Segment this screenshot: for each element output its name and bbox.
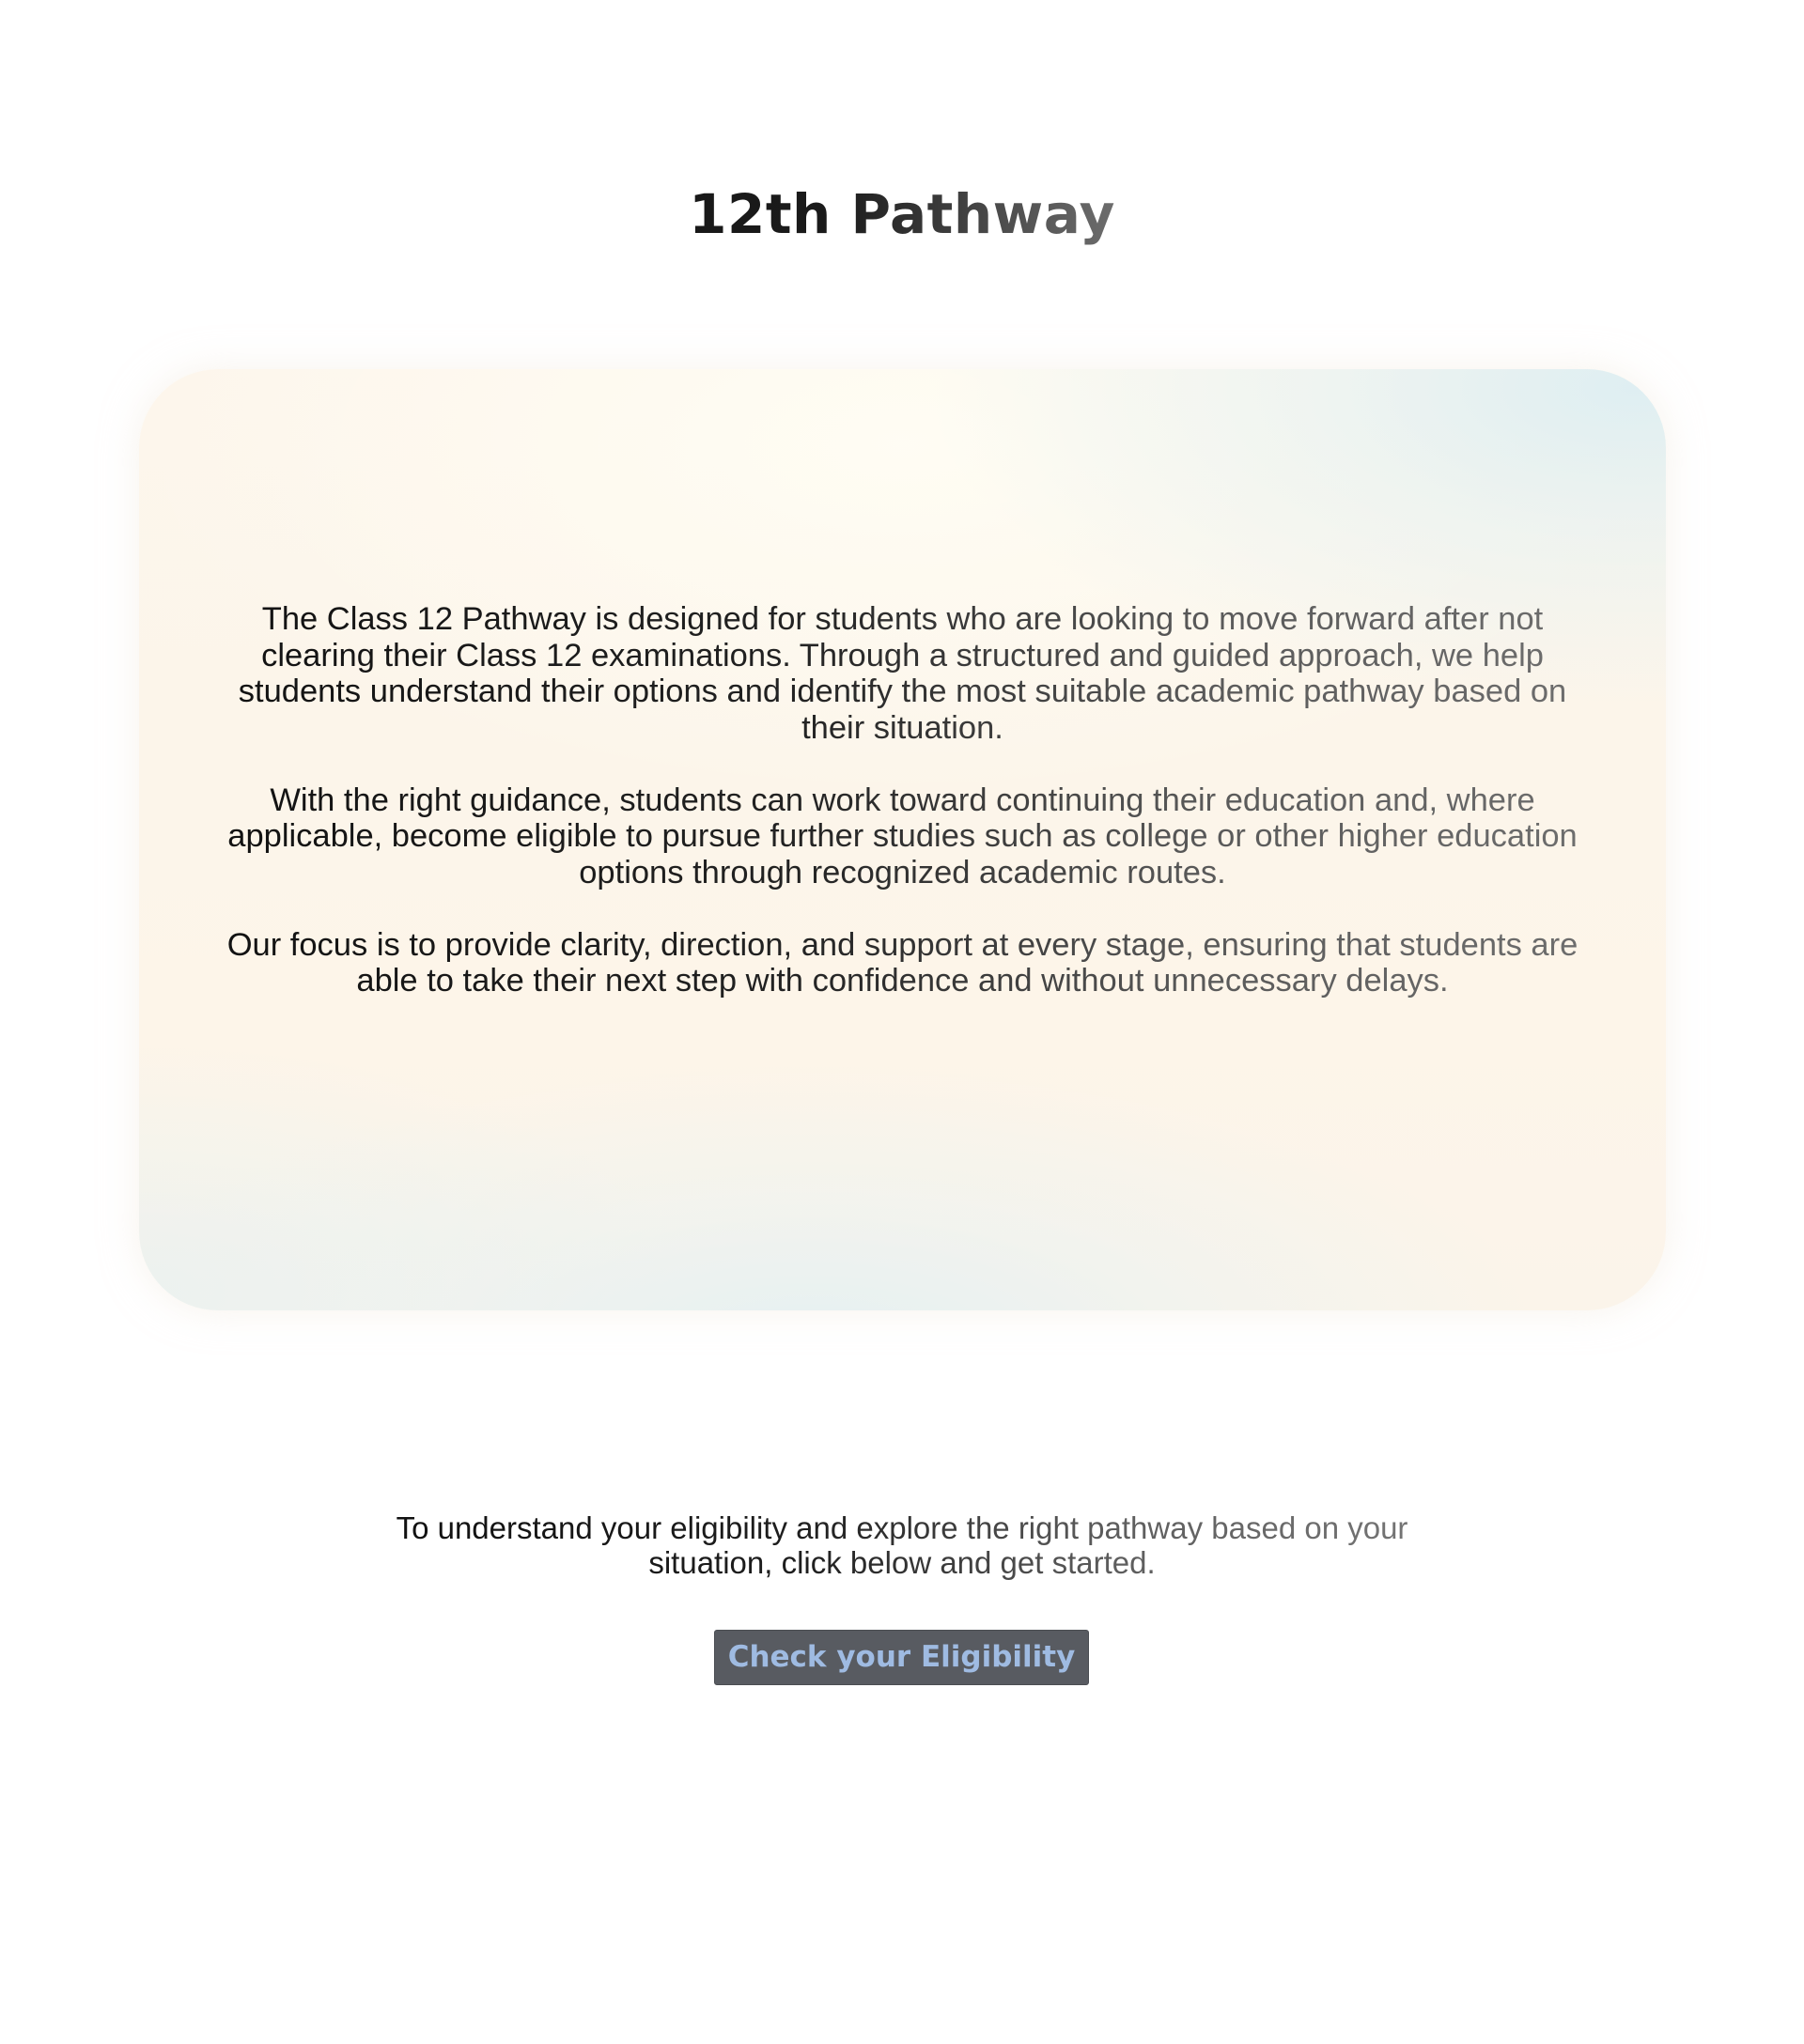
description-paragraph-3: Our focus is to provide clarity, direction, and support at every stage, ensuring that students are able to take their next step with confidence and without unnecessary delays.: [226, 926, 1578, 999]
pathway-description: [139, 601, 1666, 999]
description-paragraph-2: With the right guidance, students can work toward continuing their education and, where applicable, become eligible to pursue further studies such as college or other higher education options through recognized academic routes.: [227, 782, 1578, 890]
cta-message: To understand your eligibility and explore the right pathway based on your situation, click below and get started.: [396, 1510, 1408, 1580]
cta-section: [0, 1510, 1804, 1580]
description-paragraph-1: The Class 12 Pathway is designed for students who are looking to move forward after not clearing their Class 12 examinations. Through a structured and guided approach, we help students understand their options and identify the most suitable academic pathway based on their situation.: [226, 601, 1579, 746]
pathway-info-card: [139, 369, 1666, 1310]
page-title: 12th Pathway: [0, 177, 1804, 252]
check-eligibility-button[interactable]: Check your Eligibility: [714, 1630, 1089, 1685]
